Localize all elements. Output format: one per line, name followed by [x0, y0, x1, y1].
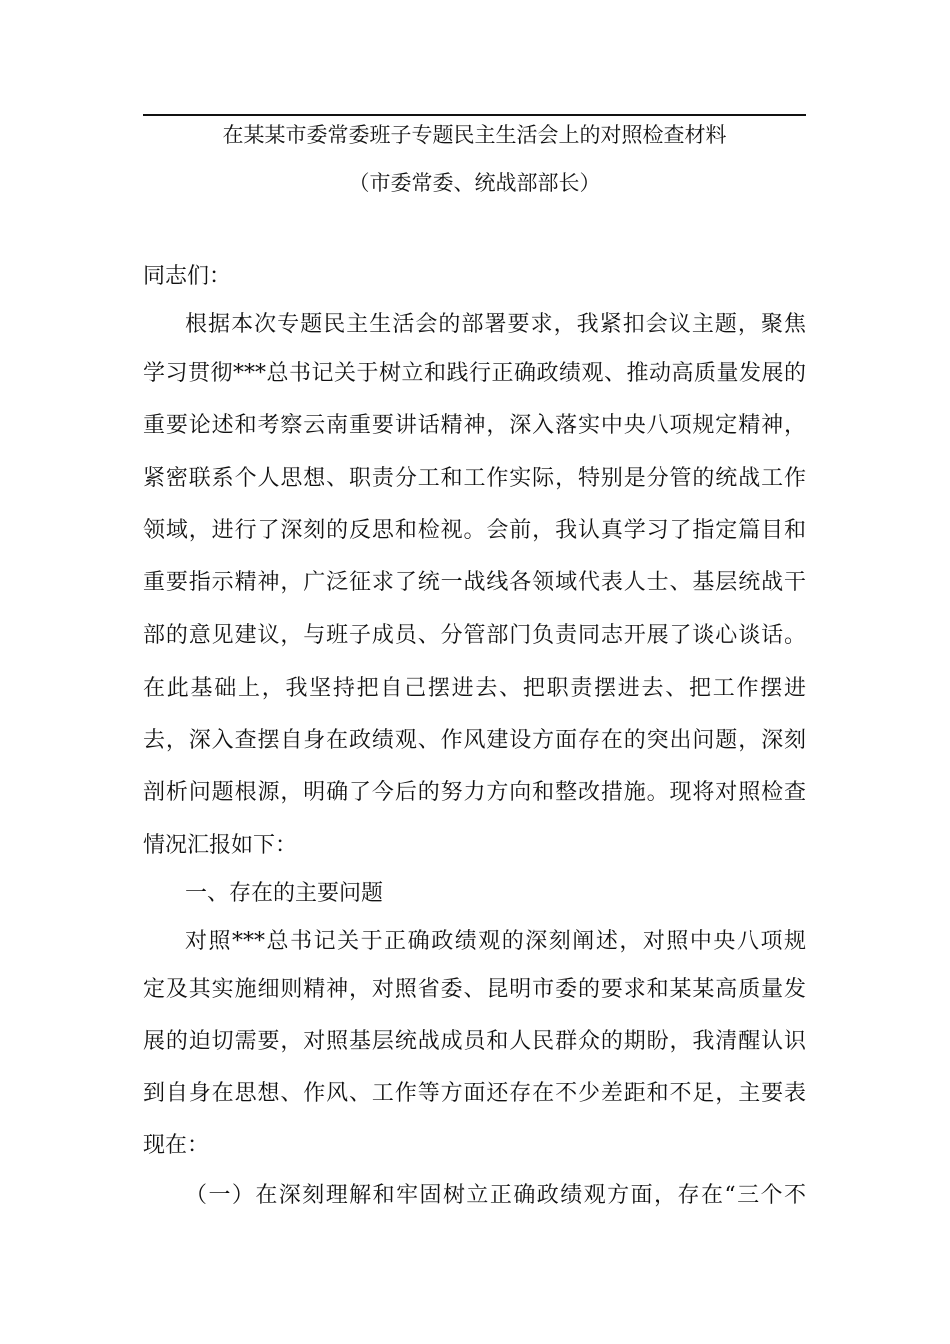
paragraph-line: 展的迫切需要，对照基层统战成员和人民群众的期盼，我清醒认识 — [143, 1029, 806, 1054]
paragraph-line: 定及其实施细则精神，对照省委、昆明市委的要求和某某高质量发 — [143, 977, 806, 1002]
section-heading: 一、存在的主要问题 — [185, 881, 384, 906]
paragraph-line: 剖析问题根源，明确了今后的努力方向和整改措施。现将对照检查 — [143, 780, 806, 805]
paragraph-line: 去，深入查摆自身在政绩观、作风建设方面存在的突出问题，深刻 — [143, 728, 806, 753]
paragraph-line: 情况汇报如下： — [143, 833, 298, 858]
paragraph-line: 紧密联系个人思想、职责分工和工作实际，特别是分管的统战工作 — [143, 466, 806, 491]
header-rule — [143, 114, 806, 116]
paragraph-line: 领域，进行了深刻的反思和检视。会前，我认真学习了指定篇目和 — [143, 518, 806, 543]
salutation: 同志们： — [143, 264, 232, 289]
paragraph-line: 在此基础上，我坚持把自己摆进去、把职责摆进去、把工作摆进 — [143, 676, 806, 701]
paragraph-line: 部的意见建议，与班子成员、分管部门负责同志开展了谈心谈话。 — [143, 623, 806, 648]
paragraph-line: 根据本次专题民主生活会的部署要求，我紧扣会议主题，聚焦 — [185, 312, 806, 337]
paragraph-line: 现在： — [143, 1133, 210, 1158]
document-subtitle: （市委常委、统战部部长） — [348, 171, 601, 195]
paragraph-line: 学习贯彻***总书记关于树立和践行正确政绩观、推动高质量发展的 — [143, 361, 806, 386]
paragraph-line: 对照***总书记关于正确政绩观的深刻阐述，对照中央八项规 — [185, 929, 806, 954]
document-title: 在某某市委常委班子专题民主生活会上的对照检查材料 — [222, 123, 727, 147]
paragraph-line: 重要指示精神，广泛征求了统一战线各领域代表人士、基层统战干 — [143, 570, 806, 595]
paragraph-line: 到自身在思想、作风、工作等方面还存在不少差距和不足，主要表 — [143, 1081, 806, 1106]
paragraph-line: 重要论述和考察云南重要讲话精神，深入落实中央八项规定精神， — [143, 413, 806, 438]
subsection-heading: （一）在深刻理解和牢固树立正确政绩观方面，存在“三个不 — [185, 1183, 806, 1208]
